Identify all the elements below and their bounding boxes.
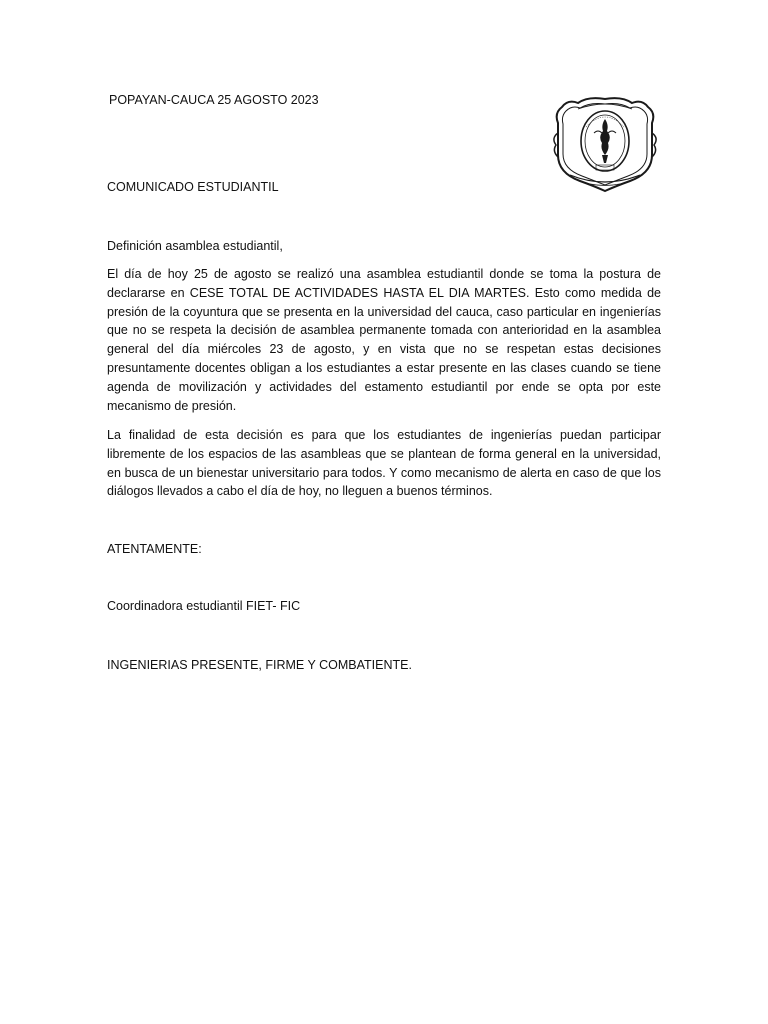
place-date: POPAYAN-CAUCA 25 AGOSTO 2023 [109,93,319,107]
motto: INGENIERIAS PRESENTE, FIRME Y COMBATIENTE. [107,658,412,672]
document-title: COMUNICADO ESTUDIANTIL [107,180,279,194]
body-paragraph-1: El día de hoy 25 de agosto se realizó una asamblea estudiantil donde se toma la postura de declararse en CESE TOTAL DE ACTIVIDADES HASTA EL DIA MARTES. Esto como medida de presión de la coyuntura que se presenta en la universidad del cauca, caso particular en ingenierías que no se respeta la decisión de asamblea permanente tomada con anterioridad en la asamblea general del día miércoles 23 de agosto, y en vista que no se respetan estas decisiones presuntamente docentes obligan a los estudiantes a estar presente en las clases cuando se tiene agenda de movilización y actividades del estamento estudiantil por ende se opta por este mecanismo de presión. [107,267,661,413]
closing: ATENTAMENTE: [107,542,202,556]
body-paragraph-2: La finalidad de esta decisión es para que los estudiantes de ingenierías puedan participar libremente de los espacios de las asambleas que se plantean de forma general en la universidad, en busca de un bienestar universitario para todos. Y como mecanismo de alerta en caso de que los diálogos llevados a cabo el día de hoy, no lleguen a buenos términos. [107,428,661,499]
university-seal-icon [548,93,662,193]
greeting: Definición asamblea estudiantil, [107,239,283,253]
signature: Coordinadora estudiantil FIET- FIC [107,599,301,613]
